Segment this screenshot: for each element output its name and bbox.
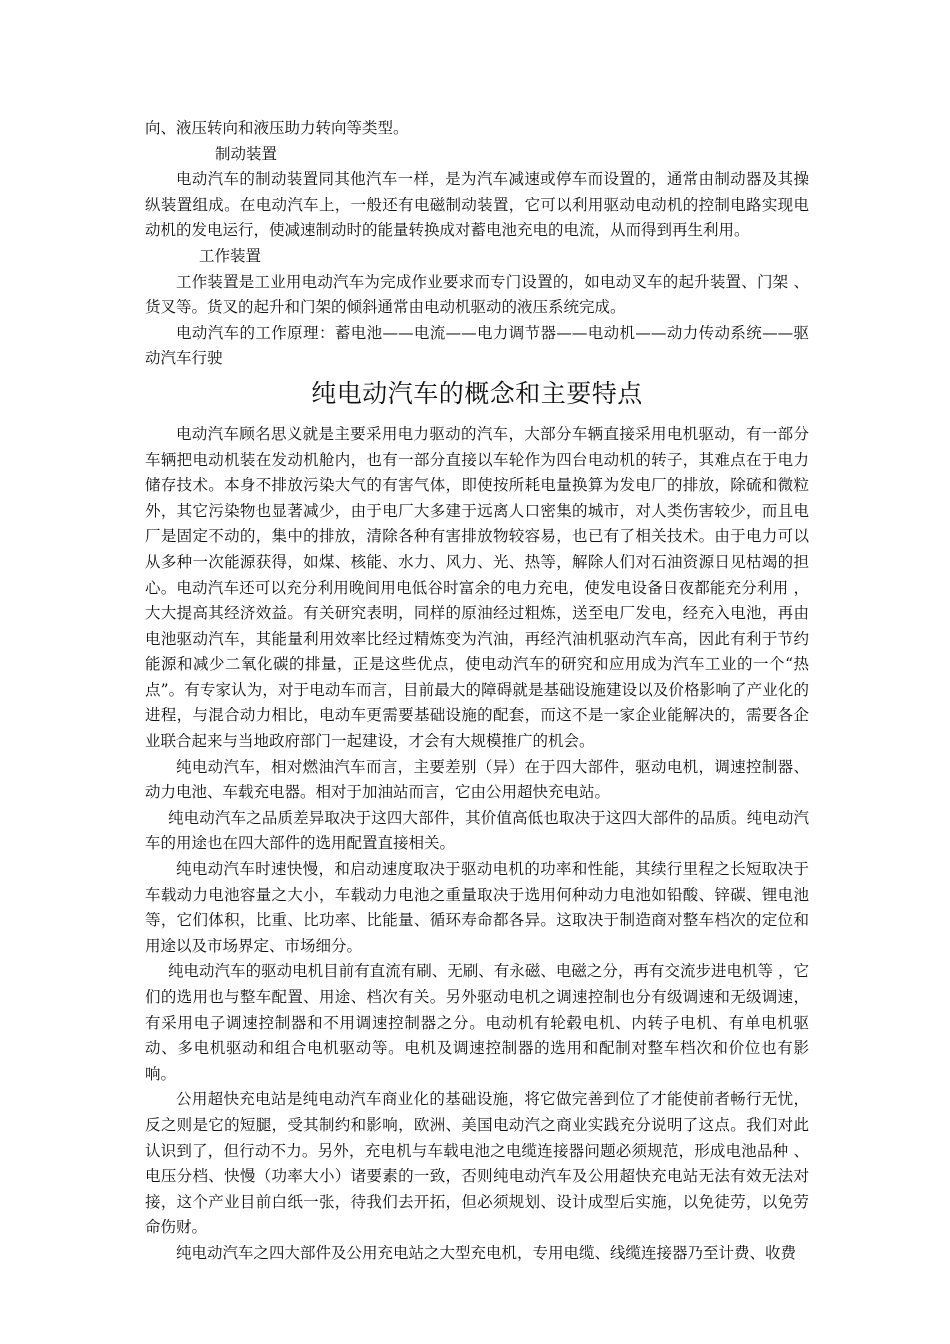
body-paragraph-4: 纯电动汽车时速快慢，和启动速度取决于驱动电机的功率和性能，其续行里程之长短取决于车载动力电池容量之大小，车载动力电池之重量取决于选用何种动力电池如铅酸、锌碳、锂电池等，它们体积，比重、比功率、比能量、循环寿命都各异。这取决于制造商对整车档次的定位和用途以及市场界定、市场细分。 — [145, 860, 809, 955]
body-paragraph-2: 纯电动汽车，相对燃油汽车而言，主要差别（异）在于四大部件，驱动电机，调速控制器、动力电池、车载充电器。相对于加油站而言，它由公用超快充电站。 — [145, 757, 809, 802]
body-paragraph-1: 电动汽车顾名思义就是主要采用电力驱动的汽车，大部分车辆直接采用电机驱动，有一部分车辆把电动机装在发动机舱内，也有一部分直接以车轮作为四台电动机的转子，其难点在于电力储存技术。本身不排放污染大气的有害气体，即使按所耗电量换算为发电厂的排放，除硫和微粒外，其它污染物也显著减少，由于电厂大多建于远离人口密集的城市，对人类伤害较少，而且电厂是固定不动的，集中的排放，清除各种有害排放物较容易，也已有了相关技术。由于电力可以从多种一次能源获得，如煤、核能、水力、风力、光、热等，解除人们对石油资源日见枯竭的担心。电动汽车还可以充分利用晚间用电低谷时富余的电力充电，使发电设备日夜都能充分利用 ，大大提高其经济效益。有关研究表明，同样的原油经过粗炼，送至电厂发电，经充入电池，再由电池驱动汽车，其能量利用效率比经过精炼变为汽油，再经汽油机驱动汽车高，因此有利于节约能源和减少二氧化碳的排量，正是这些优点，使电动汽车的研究和应用成为汽车工业的一个“热点”。有专家认为，对于电动车而言，目前最大的障碍就是基础设施建设以及价格影响了产业化的进程，与混合动力相比，电动车更需要基础设施的配套，而这不是一家企业能解决的，需要各企业联合起来与当地政府部门一起建设，才会有大规模推广的机会。 — [145, 424, 809, 751]
body-paragraph-7: 纯电动汽车之四大部件及公用充电站之大型充电机，专用电缆、线缆连接器乃至计费、收费 — [176, 1243, 797, 1262]
brake-paragraph: 电动汽车的制动装置同其他汽车一样，是为汽车减速或停车而设置的，通常由制动器及其操纵装置组成。在电动汽车上，一般还有电磁制动装置，它可以利用驱动电动机的控制电路实现电动机的发电运行，使减速制动时的能量转换成对蓄电池充电的电流，从而得到再生利用。 — [145, 170, 809, 240]
body-paragraph-6: 公用超快充电站是纯电动汽车商业化的基础设施，将它做完善到位了才能使前者畅行无忧，反之则是它的短腿，受其制约和影响，欧洲、美国电动汽之商业实践充分说明了这点。我们对此认识到了，但行动不力。另外，充电机与车载电池之电缆连接器问题必须规范，形成电池品种 、电压分档、快慢（功率大小）诸要素的一致，否则纯电动汽车及公用超快充电站无法有效无法对接，这个产业目前白纸一张，待我们去开拓，但必须规划、设计成型后实施，以免徒劳，以免劳命伤财。 — [145, 1090, 809, 1237]
principle-paragraph: 电动汽车的工作原理：蓄电池——电流——电力调节器——电动机——动力传动系统——驱动汽车行驶 — [145, 323, 809, 368]
text-column — [145, 116, 809, 1267]
brake-heading: 制动装置 — [215, 144, 278, 163]
work-paragraph: 工作装置是工业用电动汽车为完成作业要求而专门设置的，如电动叉车的起升装置、门架 、货叉等。货叉的起升和门架的倾斜通常由电动机驱动的液压系统完成。 — [145, 272, 809, 317]
section-title: 纯电动汽车的概念和主要特点 — [311, 378, 643, 408]
work-heading: 工作装置 — [199, 246, 262, 265]
body-paragraph-5: 纯电动汽车的驱动电机目前有直流有刷、无刷、有永磁、电磁之分，再有交流步进电机等 ，它们的选用也与整车配置、用途、档次有关。另外驱动电机之调速控制也分有级调速和无级调速，有采用电子调速控制器和不用调速控制器之分。电动机有轮毂电机、内转子电机、有单电机驱动、多电机驱动和组合电机驱动等。电机及调速控制器的选用和配制对整车档次和价位也有影响。 — [145, 962, 809, 1083]
continued-line: 向、液压转向和液压助力转向等类型。 — [145, 119, 409, 137]
body-paragraph-3: 纯电动汽车之品质差异取决于这四大部件，其价值高低也取决于这四大部件的品质。纯电动汽车的用途也在四大部件的选用配置直接相关。 — [145, 808, 809, 853]
